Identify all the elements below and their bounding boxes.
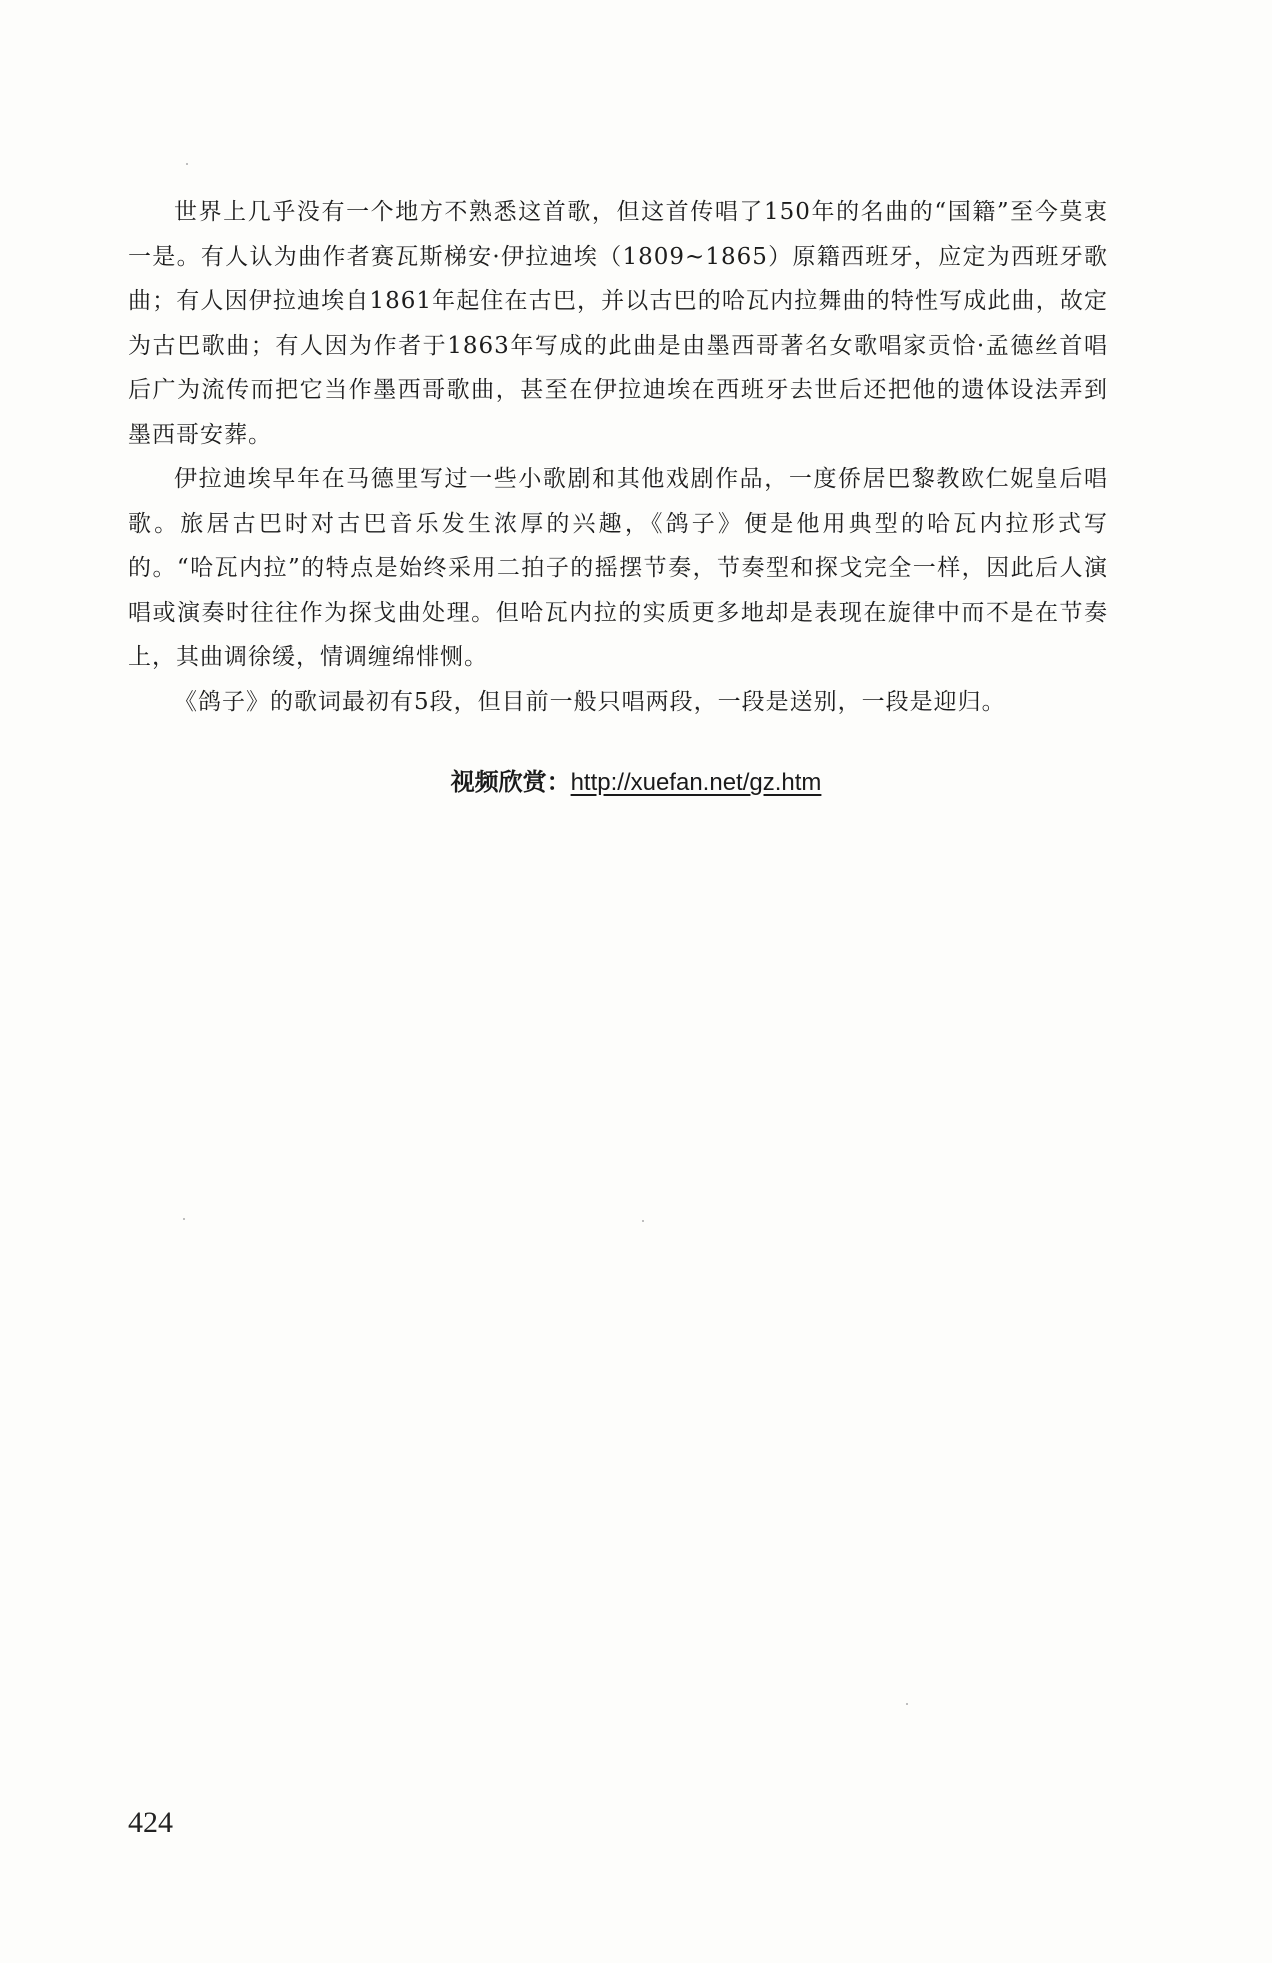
page-number: 424 [128, 1806, 173, 1839]
paragraph-nationality: 世界上几乎没有一个地方不熟悉这首歌，但这首传唱了150年的名曲的“国籍”至今莫衷一是。有人认为曲作者赛瓦斯梯安·伊拉迪埃（1809~1865）原籍西班牙，应定为西班牙歌曲；有人因伊拉迪埃自1861年起住在古巴，并以古巴的哈瓦内拉舞曲的特性写成此曲，故定为古巴歌曲；有人因为作者于1863年写成的此曲是由墨西哥著名女歌唱家贡恰·孟德丝首唱后广为流传而把它当作墨西哥歌曲，甚至在伊拉迪埃在西班牙去世后还把他的遗体设法弄到墨西哥安葬。 [128, 199, 1108, 448]
scan-speck [906, 1703, 908, 1705]
scan-speck [186, 163, 188, 165]
video-label: 视频欣赏： [450, 769, 571, 796]
scan-speck [642, 1220, 644, 1222]
paragraph-lyrics: 《鸽子》的歌词最初有5段，但目前一般只唱两段，一段是送别，一段是迎归。 [174, 688, 1006, 715]
scan-speck [183, 1218, 185, 1220]
video-link-line [0, 762, 1272, 797]
body-text [128, 190, 1108, 724]
video-url-link[interactable]: http://xuefan.net/gz.htm [570, 769, 822, 796]
paragraph-composer: 伊拉迪埃早年在马德里写过一些小歌剧和其他戏剧作品，一度侨居巴黎教欧仁妮皇后唱歌。旅居古巴时对古巴音乐发生浓厚的兴趣，《鸽子》便是他用典型的哈瓦内拉形式写的。“哈瓦内拉”的特点是始终采用二拍子的摇摆节奏，节奏型和探戈完全一样，因此后人演唱或演奏时往往作为探戈曲处理。但哈瓦内拉的实质更多地却是表现在旋律中而不是在节奏上，其曲调徐缓，情调缠绵悱恻。 [128, 466, 1108, 670]
